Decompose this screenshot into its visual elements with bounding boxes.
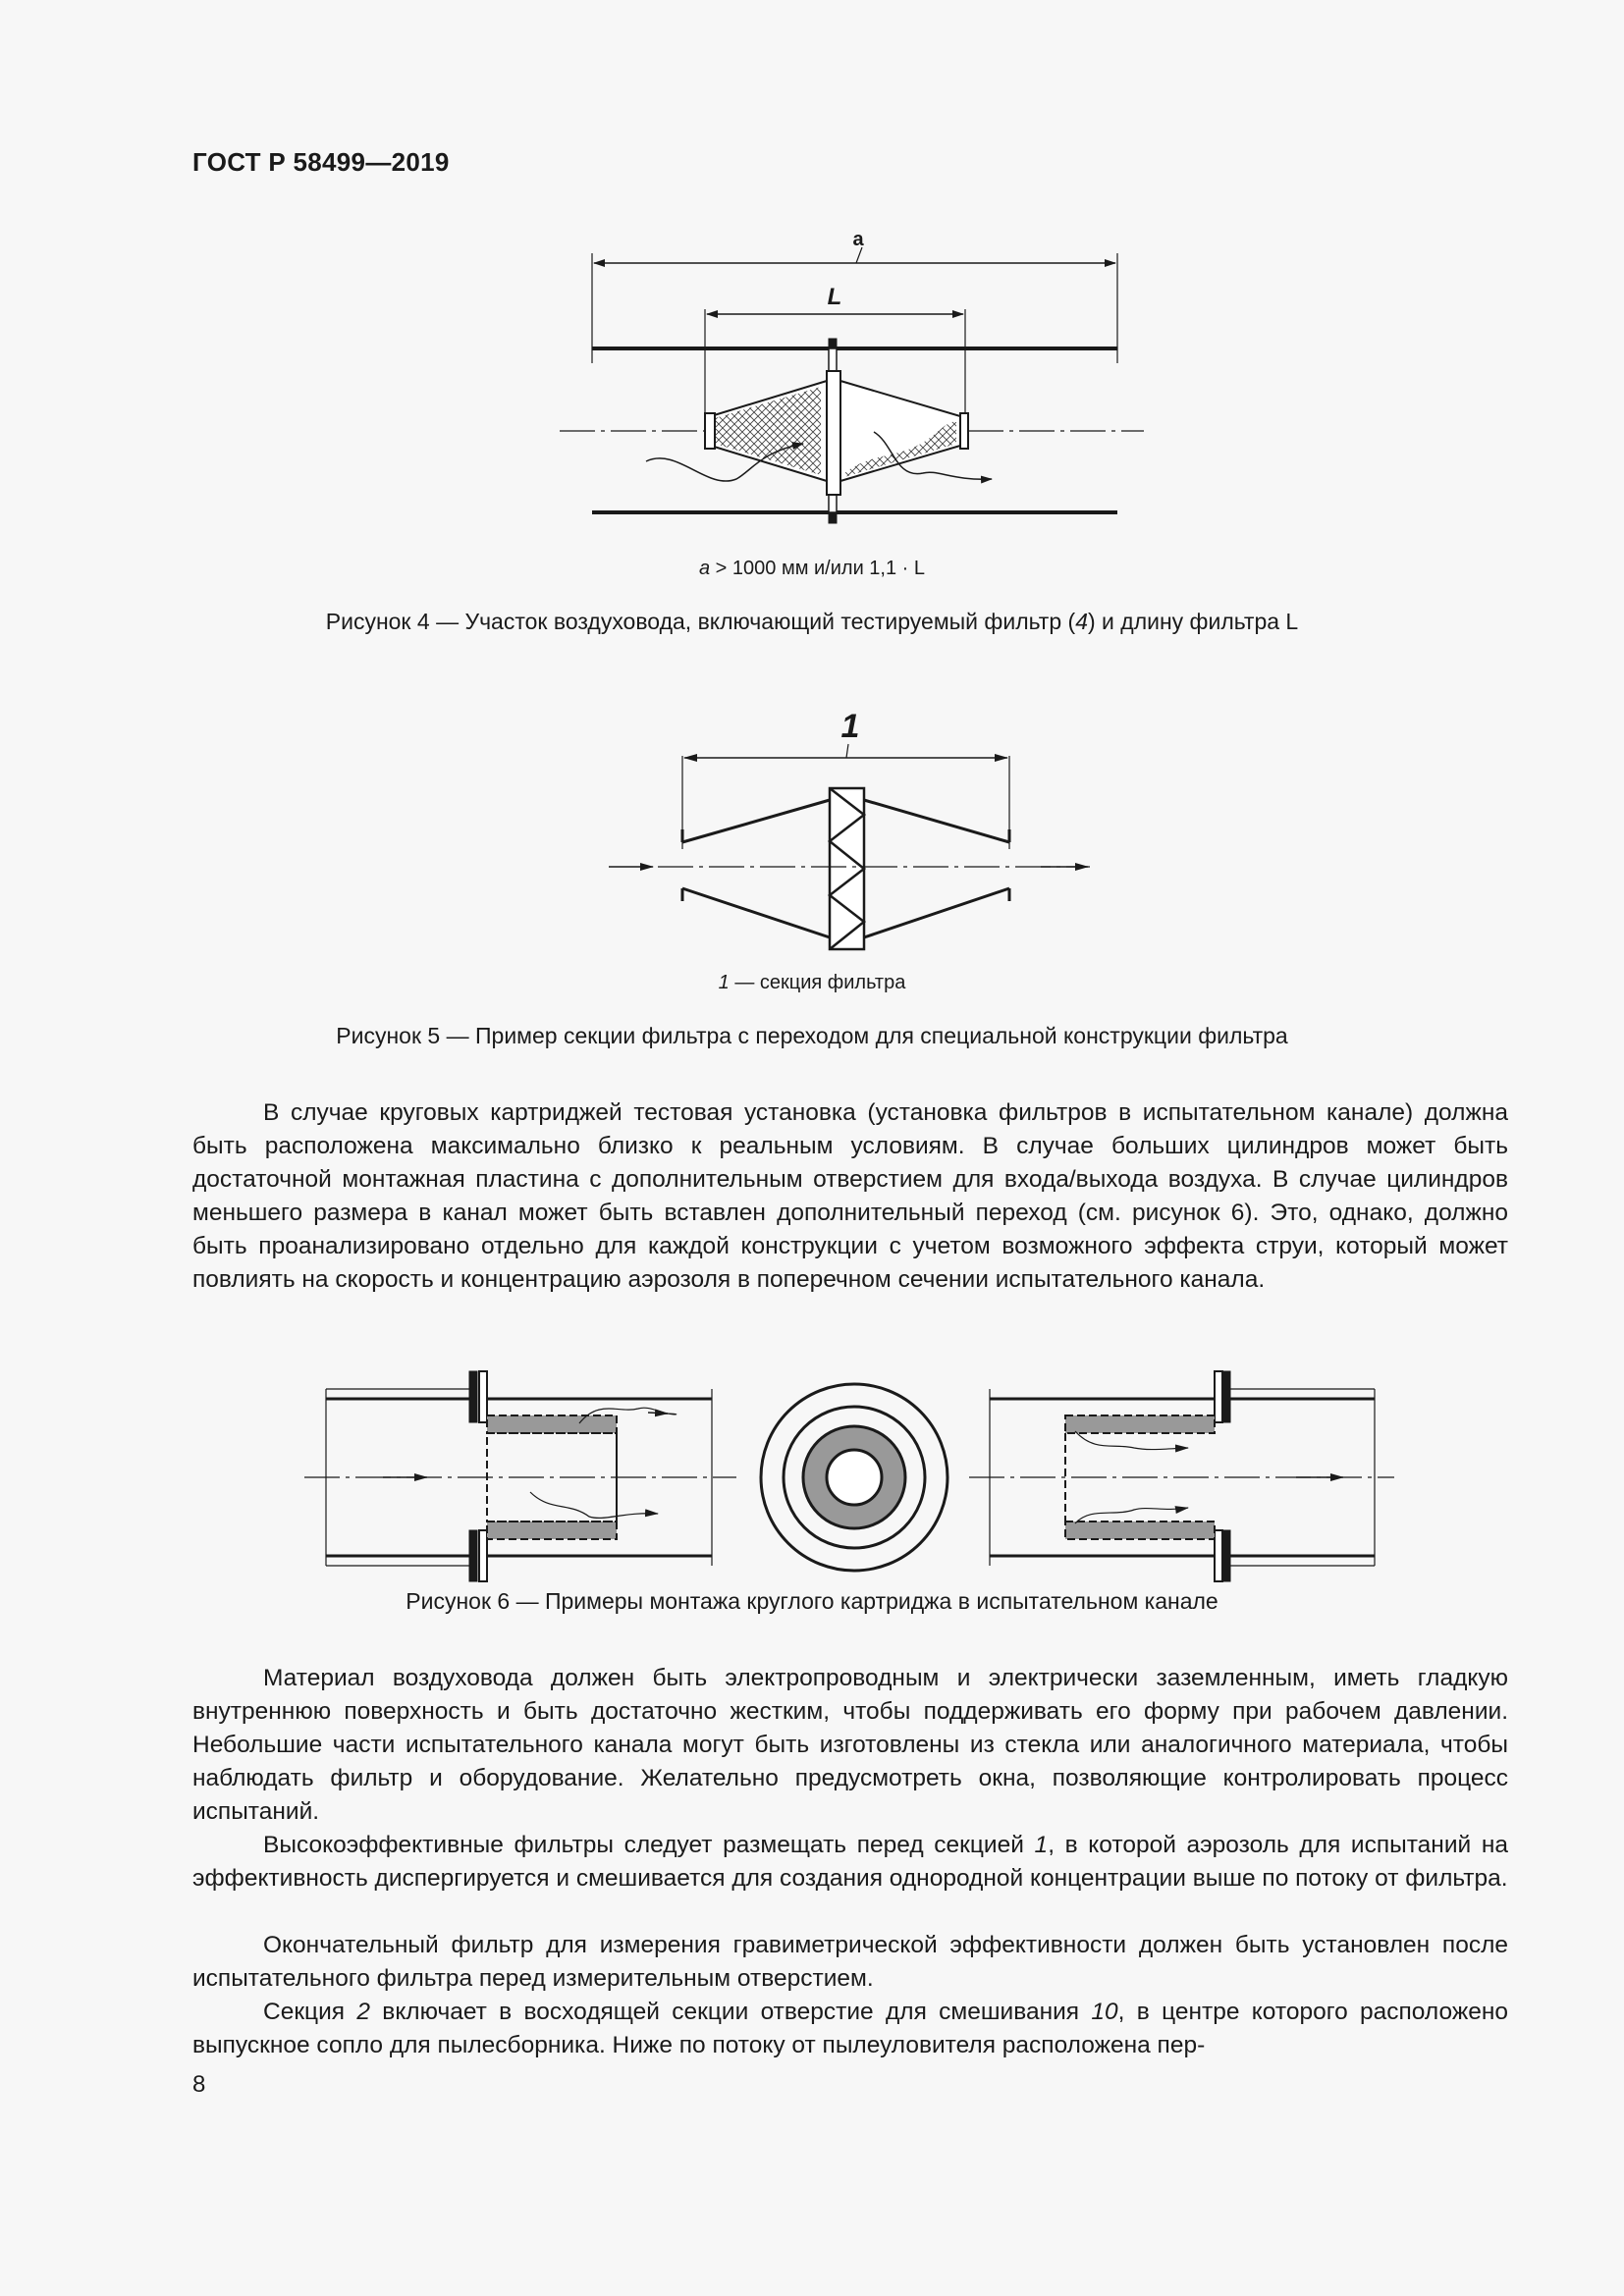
figure-6-diagram: [304, 1364, 1404, 1580]
figure-5-caption: Рисунок 5 — Пример секции фильтра с переходом для специальной конструкции фильтра: [336, 1023, 1288, 1048]
figure-5-diagram: [609, 702, 1100, 957]
figure-4-caption: Рисунок 4 — Участок воздуховода, включающий тестируемый фильтр (4) и длину фильтра L: [325, 609, 1299, 634]
page-number: 8: [192, 2071, 206, 2098]
paragraph-5: Секция 2 включает в восходящей секции отверстие для смешивания 10, в центре которого расположено выпускное сопло для пылесборника. Ниже по потоку от пылеуловителя расположена пер-: [192, 1999, 1508, 2058]
figure-5-note: 1 — секция фильтра: [718, 972, 906, 993]
paragraph-1: В случае круговых картриджей тестовая установка (установка фильтров в испытательном канале) должна быть расположена максимально близко к реальным условиям. В случае больших цилиндров может быть достаточной монтажная пластина с дополнительным отверстием для входа/выхода воздуха. В случае цилиндров меньшего размера в канал может быть вставлен дополнительный переход (см. рисунок 6). Это, однако, должно быть проанализировано отдельно для каждой конструкции с учетом возможного эффекта струи, который может повлиять на скорость и концентрацию аэрозоля в поперечном сечении испытательного канала.: [192, 1099, 1508, 1293]
figure-4-diagram: [550, 216, 1159, 550]
dimension-a-label: a: [852, 229, 864, 250]
dimension-L-label: L: [827, 284, 842, 310]
paragraph-2: Материал воздуховода должен быть электропроводным и электрически заземленным, иметь гладкую внутреннюю поверхность и быть достаточно жестким, чтобы поддерживать его форму при рабочем давлении. Небольшие части испытательного канала могут быть изготовлены из стекла или аналогичного материала, чтобы наблюдать фильтр и оборудование. Желательно предусмотреть окна, позволяющие контролировать процесс испытаний.: [192, 1665, 1508, 1825]
paragraph-4: Окончательный фильтр для измерения гравиметрической эффективности должен быть установлен после испытательного фильтра перед измерительным отверстием.: [192, 1932, 1508, 1992]
document-header: ГОСТ Р 58499—2019: [192, 147, 450, 177]
figure-6-caption: Рисунок 6 — Примеры монтажа круглого картриджа в испытательном канале: [406, 1588, 1218, 1614]
figure-4-note: a > 1000 мм и/или 1,1 · L: [698, 558, 926, 579]
paragraph-3: Высокоэффективные фильтры следует размещать перед секцией 1, в которой аэрозоль для испытаний на эффективность диспергируется и смешивается для создания однородной концентрации выше по потоку от фильтра.: [192, 1832, 1508, 1892]
section-1-label: 1: [840, 708, 860, 745]
